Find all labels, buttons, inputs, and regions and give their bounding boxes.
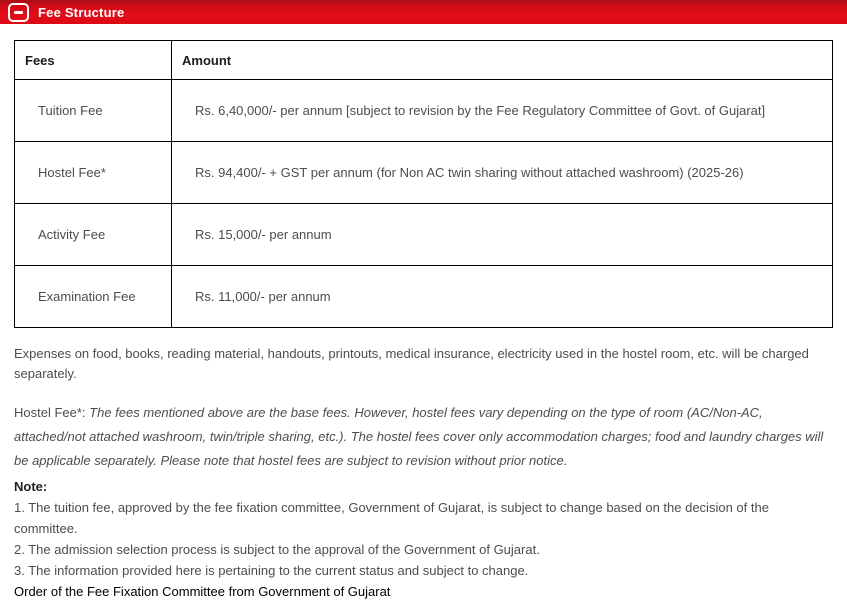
hostel-note-text: The fees mentioned above are the base fees. However, hostel fees vary depending on the type of room (AC/Non-AC, attached/not attached washroom, twin/triple sharing, etc.). The hostel fees cover only accommodation charges; food and laundry charges will be applicable separately. Please note that hostel fees are subject to revision without prior notice. (14, 405, 824, 468)
fee-name-cell: Tuition Fee (15, 80, 172, 142)
note-title: Note: (14, 479, 48, 494)
collapse-toggle-button[interactable] (8, 3, 29, 22)
note-item-3: 3. The information provided here is pertaining to the current status and subject to change. (14, 563, 529, 578)
fee-structure-section-header[interactable] (0, 0, 847, 24)
column-header-amount: Amount (172, 41, 833, 80)
note-block (0, 476, 847, 602)
fee-amount-cell: Rs. 11,000/- per annum (172, 266, 833, 328)
note-item-2: 2. The admission selection process is subject to the approval of the Government of Gujarat. (14, 542, 540, 557)
table-row (15, 142, 833, 204)
fee-amount-cell: Rs. 6,40,000/- per annum [subject to revision by the Fee Regulatory Committee of Govt. of Gujarat] (172, 80, 833, 142)
fee-structure-content (0, 40, 847, 602)
section-title: Fee Structure (38, 5, 125, 20)
table-header-row (15, 41, 833, 80)
fee-fixation-order-link[interactable]: Order of the Fee Fixation Committee from Government of Gujarat (14, 584, 391, 599)
hostel-note-label: Hostel Fee*: (14, 405, 86, 420)
fee-amount-cell: Rs. 94,400/- + GST per annum (for Non AC twin sharing without attached washroom) (2025-26) (172, 142, 833, 204)
table-row (15, 266, 833, 328)
column-header-fees: Fees (15, 41, 172, 80)
fee-table (14, 40, 833, 328)
fee-name-cell: Hostel Fee* (15, 142, 172, 204)
note-item-1: 1. The tuition fee, approved by the fee fixation committee, Government of Gujarat, is subject to change based on the decision of the committee. (14, 500, 769, 536)
fee-name-cell: Examination Fee (15, 266, 172, 328)
table-row (15, 80, 833, 142)
table-row (15, 204, 833, 266)
minus-icon (14, 11, 23, 14)
fee-name-cell: Activity Fee (15, 204, 172, 266)
fee-amount-cell: Rs. 15,000/- per annum (172, 204, 833, 266)
expenses-note: Expenses on food, books, reading material, handouts, printouts, medical insurance, electricity used in the hostel room, etc. will be charged separately. (14, 346, 809, 381)
hostel-fee-note (14, 401, 833, 473)
